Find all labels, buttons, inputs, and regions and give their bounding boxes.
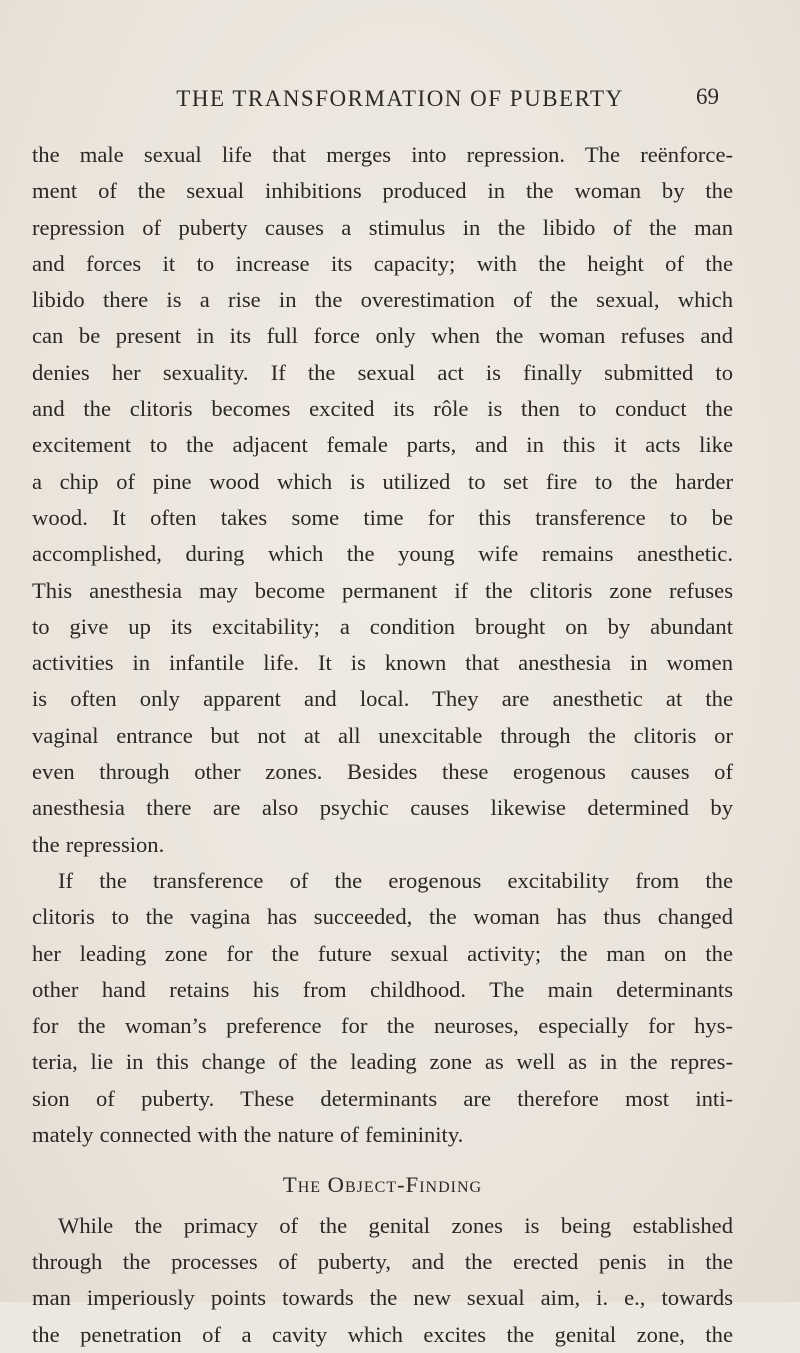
paragraph-2	[32, 863, 733, 1153]
text-line: While the primacy of the genital zones is being established	[58, 1212, 733, 1238]
text-line: and the clitoris becomes excited its rôle is then to conduct the	[32, 396, 733, 422]
text-line: even through other zones. Besides these erogenous causes of	[32, 759, 733, 785]
text-line: the male sexual life that merges into repression. The reënforce-	[32, 142, 733, 167]
text-line: sion of puberty. These determinants are therefore most inti-	[32, 1085, 733, 1111]
text-line: denies her sexuality. If the sexual act is finally submitted to	[32, 359, 733, 385]
text-line: libido there is a rise in the overestimation of the sexual, which	[32, 287, 733, 313]
running-head: THE TRANSFORMATION OF PUBERTY	[176, 86, 624, 111]
text-line: If the transference of the erogenous excitability from the	[58, 867, 733, 893]
paragraph-1	[32, 137, 733, 863]
text-line: mately connected with the nature of femininity.	[32, 1122, 464, 1148]
text-line: through the processes of puberty, and the erected penis in the	[32, 1248, 733, 1274]
text-line: anesthesia there are also psychic causes likewise determined by	[32, 795, 733, 821]
text-line: can be present in its full force only when the woman refuses and	[32, 323, 733, 349]
text-line: ment of the sexual inhibitions produced in the woman by the	[32, 178, 733, 204]
text-line: man imperiously points towards the new sexual aim, i. e., towards	[32, 1285, 733, 1311]
text-line: and forces it to increase its capacity; with the height of the	[32, 250, 733, 276]
text-line: clitoris to the vagina has succeeded, the woman has thus changed	[32, 904, 733, 930]
page-number: 69	[696, 84, 719, 109]
text-line: her leading zone for the future sexual activity; the man on the	[32, 940, 733, 966]
text-line: vaginal entrance but not at all unexcitable through the clitoris or	[32, 722, 733, 748]
section-heading: The Object-Finding	[282, 1172, 483, 1198]
text-line: a chip of pine wood which is utilized to set fire to the harder	[32, 468, 733, 494]
text-line: wood. It often takes some time for this transference to be	[32, 504, 733, 530]
text-line: is often only apparent and local. They are anesthetic at the	[32, 686, 733, 712]
text-line: teria, lie in this change of the leading zone as well as in the repres-	[32, 1049, 733, 1075]
text-line: repression of puberty causes a stimulus in the libido of the man	[32, 214, 733, 240]
text-line: accomplished, during which the young wife remains anesthetic.	[32, 541, 733, 567]
text-line: for the woman’s preference for the neuroses, especially for hys-	[32, 1013, 733, 1039]
text-line: This anesthesia may become permanent if the clitoris zone refuses	[32, 577, 733, 603]
text-line: excitement to the adjacent female parts, and in this it acts like	[32, 432, 733, 458]
text-line: the penetration of a cavity which excites the genital zone, the	[32, 1321, 733, 1347]
text-line: to give up its excitability; a condition brought on by abundant	[32, 613, 733, 639]
text-line: the repression.	[32, 831, 165, 857]
body-text	[32, 137, 733, 1353]
text-line: other hand retains his from childhood. The main determinants	[32, 976, 733, 1002]
paragraph-3	[32, 1208, 733, 1353]
text-line: activities in infantile life. It is known that anesthesia in women	[32, 650, 733, 676]
